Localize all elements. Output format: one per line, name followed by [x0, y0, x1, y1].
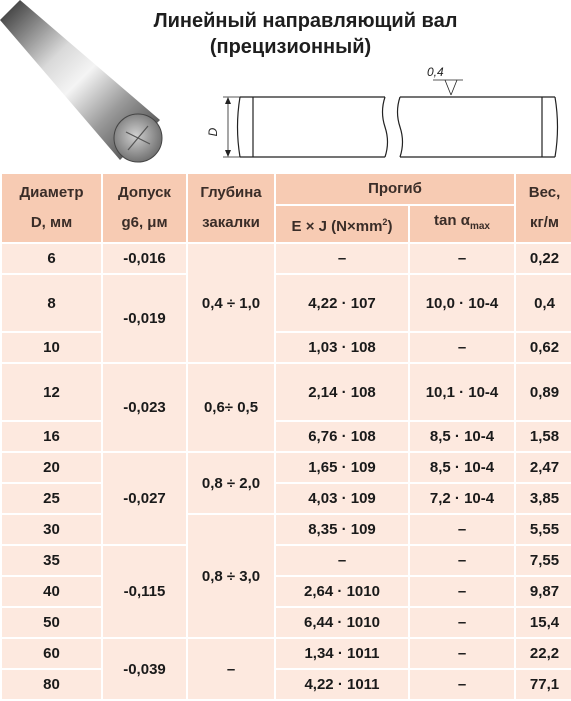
- roughness-label: 0,4: [427, 65, 444, 79]
- table-row: [2, 364, 571, 420]
- table-row: [2, 244, 571, 273]
- table-row: [2, 484, 571, 513]
- cell-weight: 15,4: [516, 608, 571, 637]
- cell-weight: 0,22: [516, 244, 571, 273]
- cell-diameter: 35: [2, 546, 101, 575]
- cell-ej: 4,22 · 107: [276, 275, 408, 331]
- title-line-2: (прецизионный): [209, 36, 372, 58]
- cell-weight: 77,1: [516, 670, 571, 699]
- cell-ej: 4,03 · 109: [276, 484, 408, 513]
- cell-tan: 8,5 · 10-4: [410, 453, 514, 482]
- cell-ej: 1,03 · 108: [276, 333, 408, 362]
- cell-diameter: 25: [2, 484, 101, 513]
- specs-table: [0, 172, 571, 701]
- cell-tan: –: [410, 515, 514, 544]
- cell-ej: 4,22 · 1011: [276, 670, 408, 699]
- cell-diameter: 50: [2, 608, 101, 637]
- shaft-drawing: [195, 62, 570, 172]
- cell-weight: 22,2: [516, 639, 571, 668]
- cell-depth: 0,8 ÷ 2,0: [188, 453, 274, 513]
- page-title: [0, 8, 571, 60]
- cell-tolerance: -0,023: [103, 364, 186, 451]
- cell-tolerance: -0,019: [103, 275, 186, 362]
- table-row: [2, 422, 571, 451]
- cell-weight: 3,85: [516, 484, 571, 513]
- cell-tan: –: [410, 577, 514, 606]
- cell-diameter: 20: [2, 453, 101, 482]
- header-weight-line2: кг/м: [529, 214, 560, 231]
- cell-ej: 1,34 · 1011: [276, 639, 408, 668]
- cell-tolerance: -0,039: [103, 639, 186, 699]
- diameter-dimension-label: D: [206, 127, 220, 137]
- cell-tolerance: -0,016: [103, 244, 186, 273]
- cell-depth: –: [188, 639, 274, 699]
- cell-diameter: 10: [2, 333, 101, 362]
- cell-ej: –: [276, 244, 408, 273]
- table-row: [2, 608, 571, 637]
- header-depth-line2: закалки: [202, 214, 260, 231]
- header-ej-sup: 2: [382, 216, 388, 227]
- cell-ej: 6,76 · 108: [276, 422, 408, 451]
- header-ej-close: ): [387, 217, 393, 235]
- header-ej-text: E × J (N×mm: [291, 217, 383, 235]
- cell-tan: 8,5 · 10-4: [410, 422, 514, 451]
- cell-ej: 2,14 · 108: [276, 364, 408, 420]
- cell-tan: –: [410, 670, 514, 699]
- cell-weight: 0,4: [516, 275, 571, 331]
- header-diameter-line1: Диаметр: [19, 184, 84, 201]
- cell-ej: –: [276, 546, 408, 575]
- cell-weight: 0,89: [516, 364, 571, 420]
- header-ej: [276, 206, 408, 242]
- header-diameter: [2, 174, 101, 242]
- table-row: [2, 453, 571, 482]
- table-row: [2, 577, 571, 606]
- header-weight-line1: Вес,: [528, 184, 561, 201]
- cell-ej: 8,35 · 109: [276, 515, 408, 544]
- cell-diameter: 80: [2, 670, 101, 699]
- header-tan-text: tan α: [434, 212, 470, 229]
- cell-diameter: 16: [2, 422, 101, 451]
- cell-depth: 0,6÷ 0,5: [188, 364, 274, 451]
- cell-tan: –: [410, 333, 514, 362]
- cell-tan: –: [410, 608, 514, 637]
- cell-weight: 9,87: [516, 577, 571, 606]
- cell-weight: 2,47: [516, 453, 571, 482]
- cell-tan: –: [410, 546, 514, 575]
- cell-tolerance: -0,115: [103, 546, 186, 637]
- cell-diameter: 60: [2, 639, 101, 668]
- cell-weight: 0,62: [516, 333, 571, 362]
- cell-ej: 2,64 · 1010: [276, 577, 408, 606]
- cell-diameter: 6: [2, 244, 101, 273]
- table-row: [2, 546, 571, 575]
- cell-depth: 0,4 ÷ 1,0: [188, 244, 274, 362]
- cell-tan: 10,1 · 10-4: [410, 364, 514, 420]
- header-depth: [188, 174, 274, 242]
- header-depth-line1: Глубина: [200, 184, 262, 201]
- table-row: [2, 515, 571, 544]
- table-row: [2, 670, 571, 699]
- table-row: [2, 639, 571, 668]
- cell-weight: 1,58: [516, 422, 571, 451]
- cell-ej: 6,44 · 1010: [276, 608, 408, 637]
- cell-tan: –: [410, 244, 514, 273]
- cell-diameter: 8: [2, 275, 101, 331]
- header-diameter-line2: D, мм: [30, 214, 73, 231]
- header-tolerance: [103, 174, 186, 242]
- cell-ej: 1,65 · 109: [276, 453, 408, 482]
- header-tan: [410, 206, 514, 242]
- header-tolerance-line1: Допуск: [118, 184, 171, 201]
- header-tolerance-line2: g6, μм: [121, 214, 168, 231]
- cell-diameter: 30: [2, 515, 101, 544]
- cell-diameter: 40: [2, 577, 101, 606]
- title-line-1: Линейный направляющий вал: [153, 10, 458, 32]
- header-deflection: Прогиб: [276, 174, 514, 204]
- cell-tolerance: -0,027: [103, 453, 186, 544]
- header-tan-sub: max: [469, 221, 490, 232]
- cell-weight: 7,55: [516, 546, 571, 575]
- cell-tan: –: [410, 639, 514, 668]
- cell-tan: 10,0 · 10-4: [410, 275, 514, 331]
- header-weight: [516, 174, 571, 242]
- cell-weight: 5,55: [516, 515, 571, 544]
- table-row: [2, 275, 571, 331]
- table-row: [2, 333, 571, 362]
- cell-diameter: 12: [2, 364, 101, 420]
- cell-depth: 0,8 ÷ 3,0: [188, 515, 274, 637]
- cell-tan: 7,2 · 10-4: [410, 484, 514, 513]
